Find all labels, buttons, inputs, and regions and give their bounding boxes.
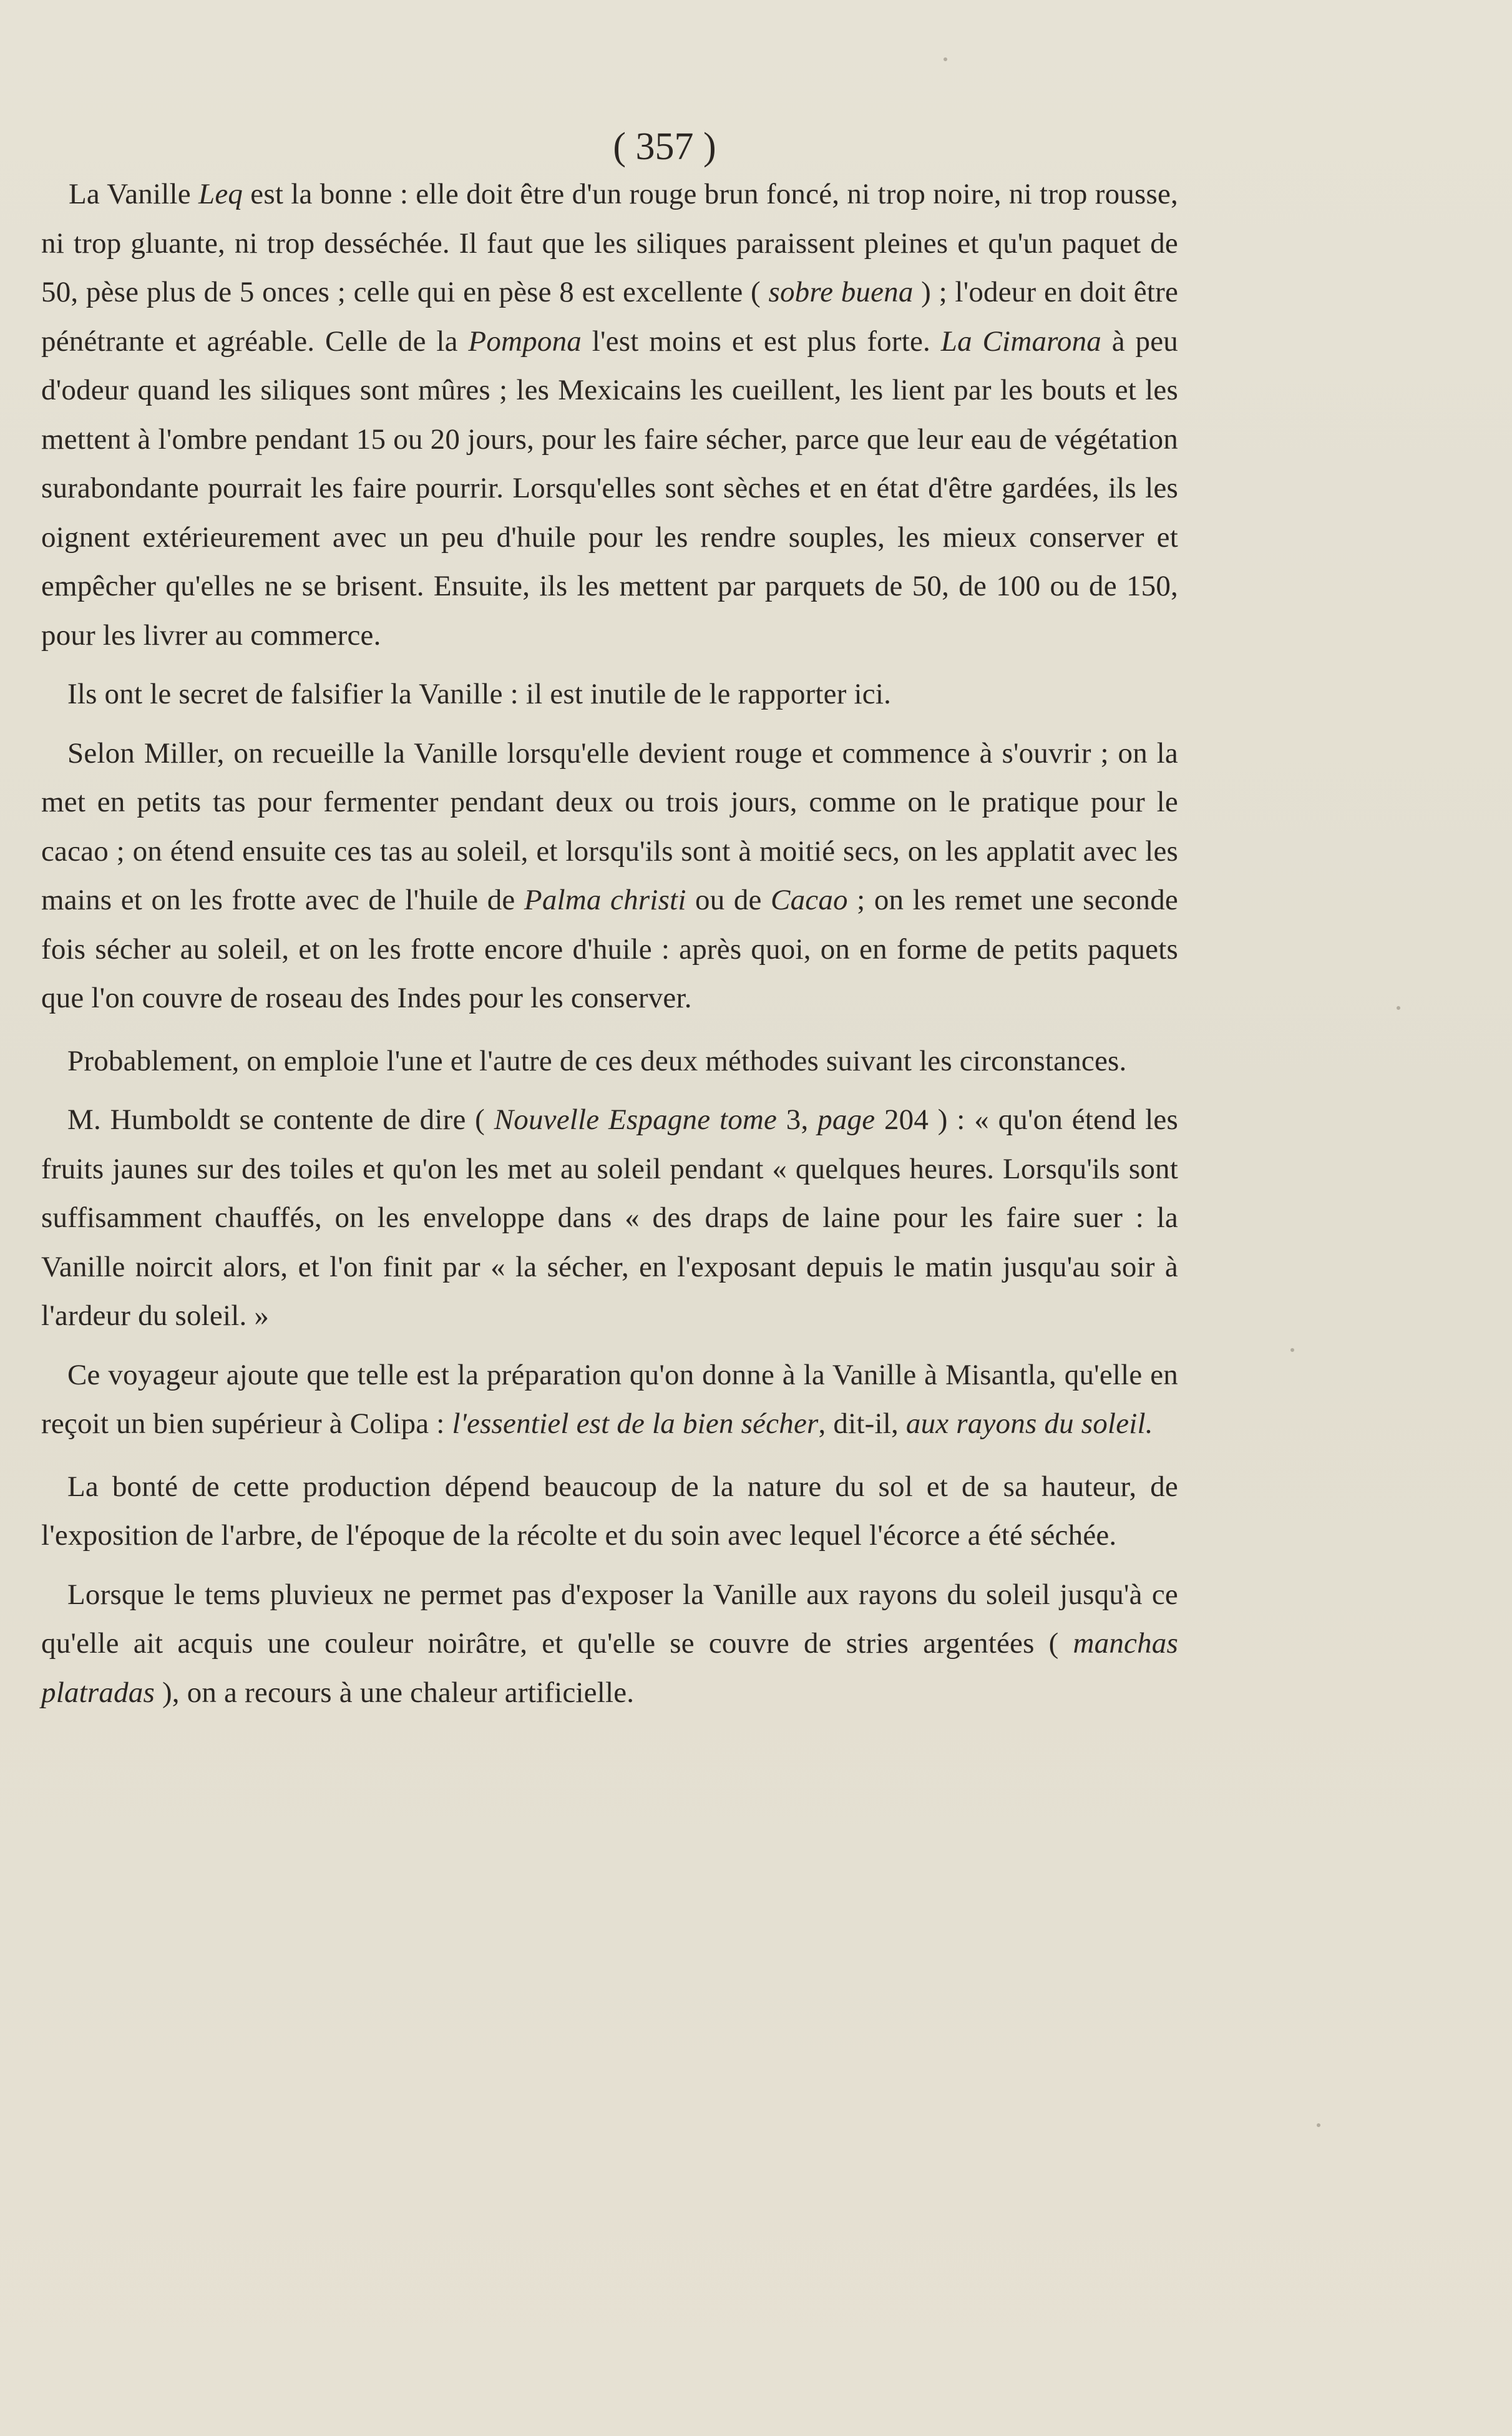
paragraph-tems-pluvieux <box>41 1570 1178 1718</box>
paragraph-bonte <box>41 1462 1178 1560</box>
text-run: , dit-il, <box>818 1407 906 1440</box>
italic-text: Pompona <box>468 325 582 358</box>
paragraph-humboldt <box>41 1095 1178 1341</box>
text-run: ), on a recours à une chaleur artificielle. <box>155 1676 635 1709</box>
body-text <box>41 170 1178 1717</box>
italic-text: Cacao <box>771 884 848 916</box>
text-run: La Vanille <box>69 178 199 210</box>
italic-text: sobre buena <box>768 276 914 308</box>
paper-speck <box>944 57 947 61</box>
italic-text: Palma christi <box>524 884 686 916</box>
text-run: l'est moins et est plus forte. <box>581 325 941 358</box>
italic-text: manchas platradas <box>41 1627 1178 1709</box>
italic-text: Leq <box>198 178 243 210</box>
italic-text: l'essentiel est de la bien sécher <box>452 1407 819 1440</box>
text-run: ) ; l'odeur en doit être pénétrante et agréable. Celle de la <box>41 276 1179 358</box>
paragraph-miller <box>41 729 1178 1023</box>
text-run: 204 ) : « qu'on étend les fruits jaunes sur des toiles et qu'on les met au soleil pendant « quelques heures. Lorsqu'ils sont suffisamment chauffés, on les enveloppe dans « des draps de laine pour les faire suer : la Vanille noircit alors, et l'on finit par « la sécher, en l'exposant depuis le matin jusqu'au soir à l'ardeur du soleil. » <box>41 1103 1178 1332</box>
italic-text: Nouvelle Espagne tome <box>494 1103 778 1136</box>
text-run: 3, <box>777 1103 818 1136</box>
paper-speck <box>1290 1348 1294 1352</box>
text-run: Lorsque le tems pluvieux ne permet pas d'exposer la Vanille aux rayons du soleil jusqu'à ce qu'elle ait acquis une couleur noirâtre, et qu'elle se couvre de stries argentées ( <box>41 1578 1178 1660</box>
text-run: Probablement, on emploie l'une et l'autre de ces deux méthodes suivant les circonstances. <box>67 1044 1127 1077</box>
text-run: ou de <box>686 884 771 916</box>
italic-text: page <box>817 1103 875 1136</box>
paper-speck <box>1317 2123 1320 2127</box>
text-run: à peu d'odeur quand les siliques sont mûres ; les Mexicains les cueillent, les lient par les bouts et les mettent à l'ombre pendant 15 ou 20 jours, pour les faire sécher, parce que leur eau de végétation surabondante pourrait les faire pourrir. Lorsqu'elles sont sèches et en état d'être gardées, ils les oignent extérieurement avec un peu d'huile pour les rendre souples, les mieux conserver et empêcher qu'elles ne se brisent. Ensuite, ils les mettent par parquets de 50, de 100 ou de 150, pour les livrer au commerce. <box>41 325 1179 652</box>
page-number: ( 357 ) <box>613 125 716 168</box>
paragraph-vanille-leq <box>41 170 1178 660</box>
text-run: Ils ont le secret de falsifier la Vanille : il est inutile de le rapporter ici. <box>67 678 892 710</box>
text-run: La bonté de cette production dépend beaucoup de la nature du sol et de sa hauteur, de l'exposition de l'arbre, de l'époque de la récolte et du soin avec lequel l'écorce a été séchée. <box>41 1470 1178 1552</box>
paper-speck <box>1397 1006 1400 1010</box>
text-run: est la bonne : elle doit être d'un rouge brun foncé, ni trop noire, ni trop rousse, ni trop gluante, ni trop desséchée. Il faut que les siliques paraissent pleines et qu'un paquet de 50, pèse plus de 5 onces ; celle qui en pèse 8 est excellente ( <box>41 178 1178 308</box>
paragraph-falsifier <box>41 670 1178 719</box>
text-run: Selon Miller, on recueille la Vanille lorsqu'elle devient rouge et commence à s'ouvrir ; on la met en petits tas pour fermenter pendant deux ou trois jours, comme on le pratique pour le cacao ; on étend ensuite ces tas au soleil, et lorsqu'ils sont à moitié secs, on les applatit avec les mains et on les frotte avec de l'huile de <box>41 736 1178 916</box>
text-run: ; on les remet une seconde fois sécher au soleil, et on les frotte encore d'huile : après quoi, on en forme de petits paquets que l'on couvre de roseau des Indes pour les conserver. <box>41 884 1178 1014</box>
italic-text: aux rayons du soleil. <box>905 1407 1153 1440</box>
paragraph-probablement <box>41 1037 1178 1086</box>
text-run: M. Humboldt se contente de dire ( <box>67 1103 494 1136</box>
paragraph-voyageur <box>41 1351 1178 1449</box>
text-run: Ce voyageur ajoute que telle est la préparation qu'on donne à la Vanille à Misantla, qu'elle en reçoit un bien supérieur à Colipa : <box>41 1358 1178 1440</box>
italic-text: La Cimarona <box>940 325 1102 358</box>
